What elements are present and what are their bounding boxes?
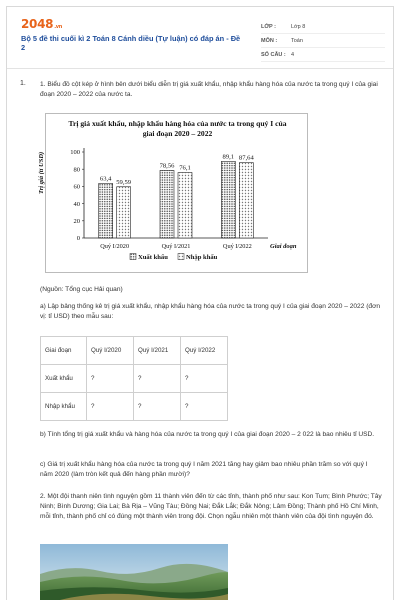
chart-canvas — [46, 114, 309, 274]
table-cell: ? — [134, 393, 181, 421]
x-axis-label: Giai đoạn — [270, 243, 297, 250]
meta-value: 4 — [291, 51, 295, 58]
table-row — [41, 365, 228, 393]
legend-label: Xuất khẩu — [138, 254, 168, 261]
statistics-table — [40, 336, 228, 421]
exam-meta — [261, 20, 385, 62]
chart-title: Trị giá xuất khẩu, nhập khẩu hàng hóa của nước ta trong quý I của giai đoạn 2020 – 2022 — [68, 119, 287, 138]
chart-bar — [239, 163, 253, 238]
chart-bar — [221, 161, 235, 238]
table-cell: ? — [87, 393, 134, 421]
x-tick-label: Quý I/2022 — [222, 243, 252, 250]
y-tick-label: 20 — [73, 218, 80, 225]
page-header — [7, 7, 393, 69]
question-part-b: b) Tính tổng trị giá xuất khẩu và hàng hóa của nước ta trong quý I của giai đoạn 2020 – 2 022 là bao nhiêu tỉ USD. — [40, 431, 375, 438]
chart-bar — [99, 183, 113, 238]
bar-chart — [38, 113, 308, 273]
question-intro: 1. Biểu đồ cột kép ở hình bên dưới biểu diễn trị giá xuất khẩu, nhập khẩu hàng hóa của nước ta trong quý I của giai đoạn 2020 – 2022 của nước ta. — [40, 81, 378, 98]
table-header-cell: Quý I/2020 — [87, 337, 134, 365]
meta-value: Toán — [291, 37, 303, 44]
table-header-cell: Quý I/2021 — [134, 337, 181, 365]
question-2-text: 2. Một đội thanh niên tình nguyện gồm 11 thành viên đến từ các tỉnh, thành phố như sau: Kon Tum; Bình Phước; Tây Ninh; Bình Dương; Gia Lai; Bà Rịa – Vũng Tàu; Đồng Nai; Đắk Lắk; Đắk Nông; Lâm Đồng; Thành phố Hồ Chí Minh, mỗi tỉnh, thành phố chỉ có đúng một thành viên trong đội. Chọn ngẫu nhiên một thành viên của đội tình nguyện đó. — [40, 493, 382, 520]
table-cell: ? — [87, 365, 134, 393]
table-cell: Nhập khẩu — [41, 393, 87, 421]
table-cell: Xuất khẩu — [41, 365, 87, 393]
question-part-c: c) Giá trị xuất khẩu hàng hóa của nước ta trong quý I năm 2021 tăng hay giảm bao nhiêu phần trăm so với quý I năm 2020 (làm tròn kết quả đến hàng phần mười)? — [40, 461, 368, 478]
legend-swatch — [130, 254, 136, 260]
x-tick-label: Quý I/2021 — [161, 243, 191, 250]
table-header-row — [41, 337, 228, 365]
y-tick-label: 40 — [73, 200, 80, 208]
y-tick-label: 60 — [73, 183, 80, 191]
bar-value-label: 63,4 — [99, 175, 112, 183]
landscape-photo — [40, 544, 228, 600]
chart-bar — [160, 170, 174, 238]
bar-value-label: 87,64 — [238, 154, 254, 162]
meta-value: Lớp 8 — [291, 23, 306, 30]
table-cell: ? — [134, 365, 181, 393]
chart-bar — [117, 187, 131, 238]
site-logo[interactable]: 2048.vn — [21, 17, 63, 31]
y-tick-label: 0 — [76, 235, 80, 243]
document-title: Bộ 5 đề thi cuối kì 2 Toán 8 Cánh diều (Tự luận) có đáp án - Đề 2 — [21, 34, 241, 52]
bar-value-label: 78,56 — [159, 162, 175, 170]
bar-value-label: 89,1 — [222, 153, 235, 161]
legend-label: Nhập khẩu — [186, 254, 218, 261]
meta-row-count — [261, 48, 385, 62]
meta-row-class — [261, 20, 385, 34]
table-header-cell: Giai đoạn — [41, 337, 87, 365]
x-tick-label: Quý I/2020 — [100, 243, 130, 250]
question-number: 1. — [20, 80, 26, 87]
question-part-a: a) Lập bảng thống kê trị giá xuất khẩu, nhập khẩu hàng hóa của nước ta trong quý I của giai đoạn 2020 – 2022 (đơn vị: tỉ USD) theo mẫu sau: — [40, 303, 381, 320]
y-tick-label: 80 — [73, 166, 80, 174]
bar-value-label: 59,59 — [116, 178, 132, 186]
bar-value-label: 76,1 — [179, 164, 191, 172]
meta-label: SỐ CÂU : — [261, 51, 286, 58]
y-axis-label: Trị giá (tỉ USD) — [38, 151, 45, 194]
y-tick-label: 100 — [70, 149, 80, 157]
meta-label: MÔN : — [261, 37, 278, 44]
meta-label: LỚP : — [261, 23, 276, 30]
table-cell: ? — [181, 393, 228, 421]
source-note: (Nguồn: Tổng cục Hải quan) — [40, 286, 123, 293]
table-row — [41, 393, 228, 421]
table-header-cell: Quý I/2022 — [181, 337, 228, 365]
table-cell: ? — [181, 365, 228, 393]
legend-swatch — [178, 254, 184, 260]
meta-row-subject — [261, 34, 385, 48]
chart-bar — [178, 173, 192, 238]
